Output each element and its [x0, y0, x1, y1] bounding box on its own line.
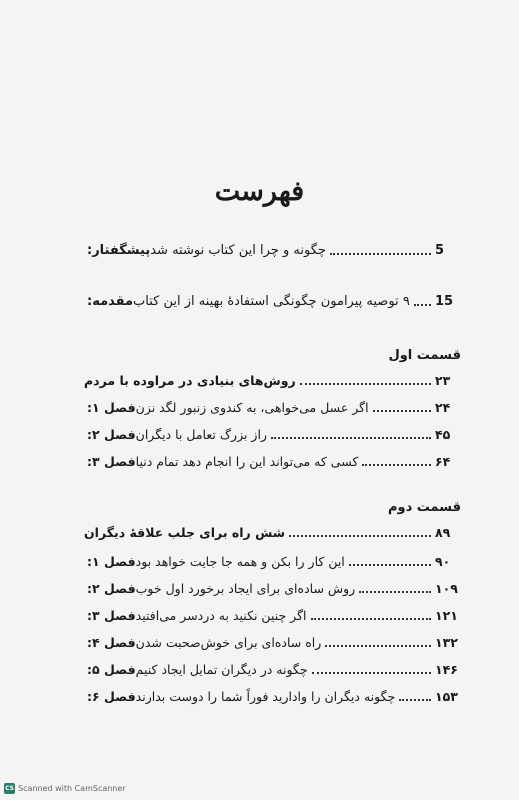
- toc-row-chapter: [84, 657, 461, 679]
- toc-page: ۸۹: [435, 525, 451, 540]
- toc-row-chapter: [84, 422, 461, 444]
- dot-leader: [311, 618, 431, 620]
- toc-label: فصل ۲:: [87, 427, 136, 442]
- part1-heading: قسمت اول: [388, 348, 461, 363]
- toc-text: روش‌های بنیادی در مراوده با مردم: [84, 373, 296, 388]
- dot-leader: [300, 383, 431, 385]
- toc-text: چگونه دیگران را وادارید فوراً شما را دوست بدارند: [135, 689, 396, 704]
- dot-leader: [399, 699, 431, 701]
- toc-label: فصل ۳:: [87, 608, 136, 623]
- toc-text: کسی که می‌تواند این را انجام دهد تمام دنیا: [135, 454, 359, 469]
- toc-row-intro: [84, 289, 461, 311]
- toc-text: راز بزرگ تعامل با دیگران: [135, 427, 267, 442]
- toc-page: 5: [435, 243, 445, 258]
- dot-leader: [271, 437, 431, 439]
- toc-label: پیشگفتار:: [87, 243, 151, 258]
- toc-row-chapter: [84, 603, 461, 625]
- toc-label: فصل ۱:: [87, 400, 136, 415]
- part2-heading: قسمت دوم: [387, 500, 461, 515]
- toc-row-part1-section: [84, 368, 461, 390]
- toc-label: فصل ۱:: [87, 554, 136, 569]
- dot-leader: [330, 253, 431, 255]
- toc-label: فصل ۴:: [87, 635, 136, 650]
- page-title: فهرست: [214, 176, 305, 207]
- toc-page: ۱۳۲: [435, 635, 458, 650]
- toc-text: اگر چنین نکنید به دردسر می‌افتید: [135, 608, 307, 623]
- dot-leader: [325, 645, 431, 647]
- camscanner-logo-icon: CS: [5, 785, 14, 792]
- toc-page: ۱۴۶: [435, 662, 458, 677]
- dot-leader: [414, 304, 431, 306]
- dot-leader: [349, 564, 431, 566]
- toc-page: ۱۲۱: [435, 608, 458, 623]
- toc-page: ۲۳: [435, 373, 451, 388]
- toc-text: راه ساده‌ای برای خوش‌صحبت شدن: [135, 635, 322, 650]
- toc-row-preface: [84, 238, 461, 260]
- toc-text: روش ساده‌ای برای ایجاد برخورد اول خوب: [135, 581, 356, 596]
- dot-leader: [359, 591, 431, 593]
- toc-row-chapter: [84, 684, 461, 706]
- toc-text: چگونه در دیگران تمایل ایجاد کنیم: [135, 662, 308, 677]
- scanner-text: Scanned with CamScanner: [18, 784, 126, 793]
- toc-label: فصل ۳:: [87, 454, 136, 469]
- dot-leader: [289, 535, 431, 537]
- toc-page: ۶۴: [435, 454, 451, 469]
- toc-text: ۹ توصیه پیرامون چگونگی استفادهٔ بهینه از این کتاب: [133, 294, 410, 309]
- toc-label: مقدمه:: [87, 294, 134, 309]
- dot-leader: [312, 672, 431, 674]
- toc-text: این کار را بکن و همه جا جایت خواهد بود: [135, 554, 345, 569]
- toc-page: ۹۰: [435, 554, 451, 569]
- dot-leader: [362, 464, 431, 466]
- toc-row-chapter: [84, 449, 461, 471]
- toc-row-part2-section: [84, 520, 461, 542]
- toc-page: ۴۵: [435, 427, 451, 442]
- toc-page: ۱۵۳: [435, 689, 458, 704]
- toc-row-chapter: [84, 549, 461, 571]
- toc-text: شش راه برای جلب علاقهٔ دیگران: [84, 525, 286, 540]
- toc-row-chapter: [84, 395, 461, 417]
- toc-page: ۱۰۹: [435, 581, 458, 596]
- toc-text: اگر عسل می‌خواهی، به کندوی زنبور لگد نزن: [135, 400, 369, 415]
- toc-row-chapter: [84, 576, 461, 598]
- toc-row-chapter: [84, 630, 461, 652]
- toc-label: فصل ۵:: [87, 662, 136, 677]
- toc-page: ۲۴: [435, 400, 451, 415]
- toc-label: فصل ۶:: [87, 689, 136, 704]
- scanner-watermark: [4, 783, 126, 794]
- toc-text: چگونه و چرا این کتاب نوشته شد: [150, 243, 326, 258]
- toc-page: 15: [435, 294, 454, 309]
- toc-label: فصل ۲:: [87, 581, 136, 596]
- dot-leader: [373, 410, 431, 412]
